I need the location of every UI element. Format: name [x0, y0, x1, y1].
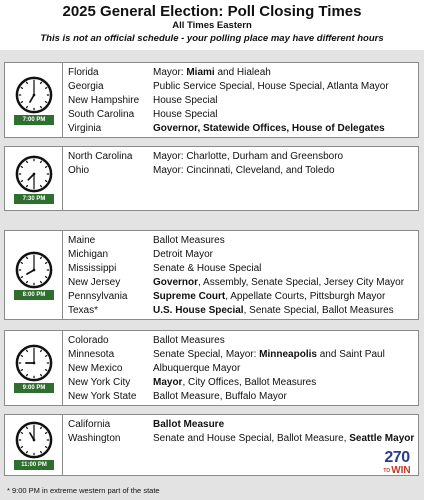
time-group	[4, 62, 419, 138]
time-group	[4, 330, 419, 406]
race-text: Senate Special, Mayor:	[153, 349, 260, 360]
race-text: Senate & House Special	[153, 263, 262, 274]
state-name: Pennsylvania	[68, 291, 128, 302]
race-list	[153, 150, 343, 178]
state-name: Virginia	[68, 123, 102, 134]
clock-icon	[15, 344, 53, 382]
state-name: New Hampshire	[68, 95, 140, 106]
race-text: , Senate Special, Ballot Measures	[243, 305, 394, 316]
clock-cell	[5, 147, 63, 210]
race-highlight: Mayor	[153, 377, 183, 388]
state-name: New Jersey	[68, 277, 121, 288]
disclaimer: This is not an official schedule - your polling place may have different hours	[40, 33, 384, 44]
race-highlight: Supreme Court	[153, 291, 226, 302]
footnote: * 9:00 PM in extreme western part of the state	[7, 486, 160, 495]
state-name: Michigan	[68, 249, 109, 260]
state-name: Minnesota	[68, 349, 115, 360]
race-description	[153, 290, 404, 304]
state-name: Florida	[68, 67, 99, 78]
race-description	[153, 276, 404, 290]
race-description	[153, 66, 389, 80]
race-highlight: Seattle Mayor	[349, 433, 415, 444]
race-text: Ballot Measures	[153, 335, 225, 346]
state-name: Washington	[68, 433, 121, 444]
time-badge: 11:00 PM	[14, 460, 54, 470]
state-name: New York City	[68, 377, 131, 388]
race-description	[153, 418, 414, 432]
race-description	[153, 390, 385, 404]
race-text: and Saint Paul	[316, 349, 385, 360]
race-description	[153, 122, 389, 136]
state-name: California	[68, 419, 111, 430]
270towin-logo[interactable]	[380, 450, 414, 478]
race-description	[153, 362, 385, 376]
logo-subline	[380, 466, 414, 476]
race-highlight: U.S. House Special	[153, 305, 244, 316]
state-name: New Mexico	[68, 363, 123, 374]
state-name: Colorado	[68, 335, 109, 346]
state-list	[68, 234, 127, 318]
race-description	[153, 164, 343, 178]
time-badge: 7:00 PM	[14, 115, 54, 125]
race-text: , Appellate Courts, Pittsburgh Mayor	[225, 291, 386, 302]
race-text: House Special	[153, 95, 218, 106]
clock-icon	[15, 251, 53, 289]
race-list	[153, 334, 385, 404]
race-text: Public Service Special, House Special, Atlanta Mayor	[153, 81, 389, 92]
state-name: South Carolina	[68, 109, 135, 120]
race-text: House Special	[153, 109, 218, 120]
race-description	[153, 150, 343, 164]
race-text: , City Offices, Ballot Measures	[182, 377, 317, 388]
state-name: New York State	[68, 391, 137, 402]
race-description	[153, 262, 404, 276]
race-text: Mayor: Charlotte, Durham and Greensboro	[153, 151, 344, 162]
race-description	[153, 248, 404, 262]
clock-icon	[15, 76, 53, 114]
time-badge: 8:00 PM	[14, 290, 54, 300]
race-text: Senate and House Special, Ballot Measure,	[153, 433, 350, 444]
clock-cell	[5, 415, 63, 475]
race-text: Mayor:	[153, 67, 187, 78]
clock-icon	[15, 155, 53, 193]
clock-cell	[5, 231, 63, 319]
race-highlight: Governor	[153, 277, 199, 288]
time-group	[4, 414, 419, 476]
state-name: Ohio	[68, 165, 90, 176]
race-highlight: Minneapolis	[259, 349, 317, 360]
state-list	[68, 66, 139, 136]
page-subtitle: All Times Eastern	[172, 20, 252, 31]
time-group	[4, 230, 419, 320]
state-list	[68, 418, 120, 446]
race-text: Albuquerque Mayor	[153, 363, 241, 374]
race-list	[153, 418, 414, 446]
race-text: Ballot Measure, Buffalo Mayor	[153, 391, 287, 402]
state-name: Georgia	[68, 81, 104, 92]
race-description	[153, 94, 389, 108]
race-list	[153, 234, 404, 318]
page-title: 2025 General Election: Poll Closing Times	[62, 3, 362, 20]
time-badge: 9:00 PM	[14, 383, 54, 393]
clock-icon	[15, 421, 53, 459]
race-description	[153, 304, 404, 318]
race-list	[153, 66, 389, 136]
header	[0, 0, 424, 50]
clock-cell	[5, 63, 63, 137]
logo-number: 270	[384, 449, 410, 466]
race-highlight: Governor, Statewide Offices, House of Delegates	[153, 123, 385, 134]
race-text: Detroit Mayor	[153, 249, 214, 260]
race-description	[153, 432, 414, 446]
race-description	[153, 80, 389, 94]
race-description	[153, 234, 404, 248]
state-list	[68, 150, 132, 178]
race-text: , Assembly, Senate Special, Jersey City Mayor	[198, 277, 405, 288]
race-description	[153, 348, 385, 362]
state-name: North Carolina	[68, 151, 133, 162]
state-name: Texas*	[68, 305, 99, 316]
race-highlight: Miami	[186, 67, 215, 78]
race-text: Ballot Measures	[153, 235, 225, 246]
race-text: Mayor: Cincinnati, Cleveland, and Toledo	[153, 165, 335, 176]
clock-cell	[5, 331, 63, 405]
race-description	[153, 334, 385, 348]
race-description	[153, 108, 389, 122]
race-text: and Hialeah	[214, 67, 271, 78]
state-list	[68, 334, 136, 404]
state-name: Mississippi	[68, 263, 117, 274]
logo-to: TO	[383, 468, 391, 474]
race-description	[153, 376, 385, 390]
time-group	[4, 146, 419, 211]
time-badge: 7:30 PM	[14, 194, 54, 204]
logo-win: WIN	[391, 465, 411, 476]
state-name: Maine	[68, 235, 96, 246]
race-highlight: Ballot Measure	[153, 419, 225, 430]
